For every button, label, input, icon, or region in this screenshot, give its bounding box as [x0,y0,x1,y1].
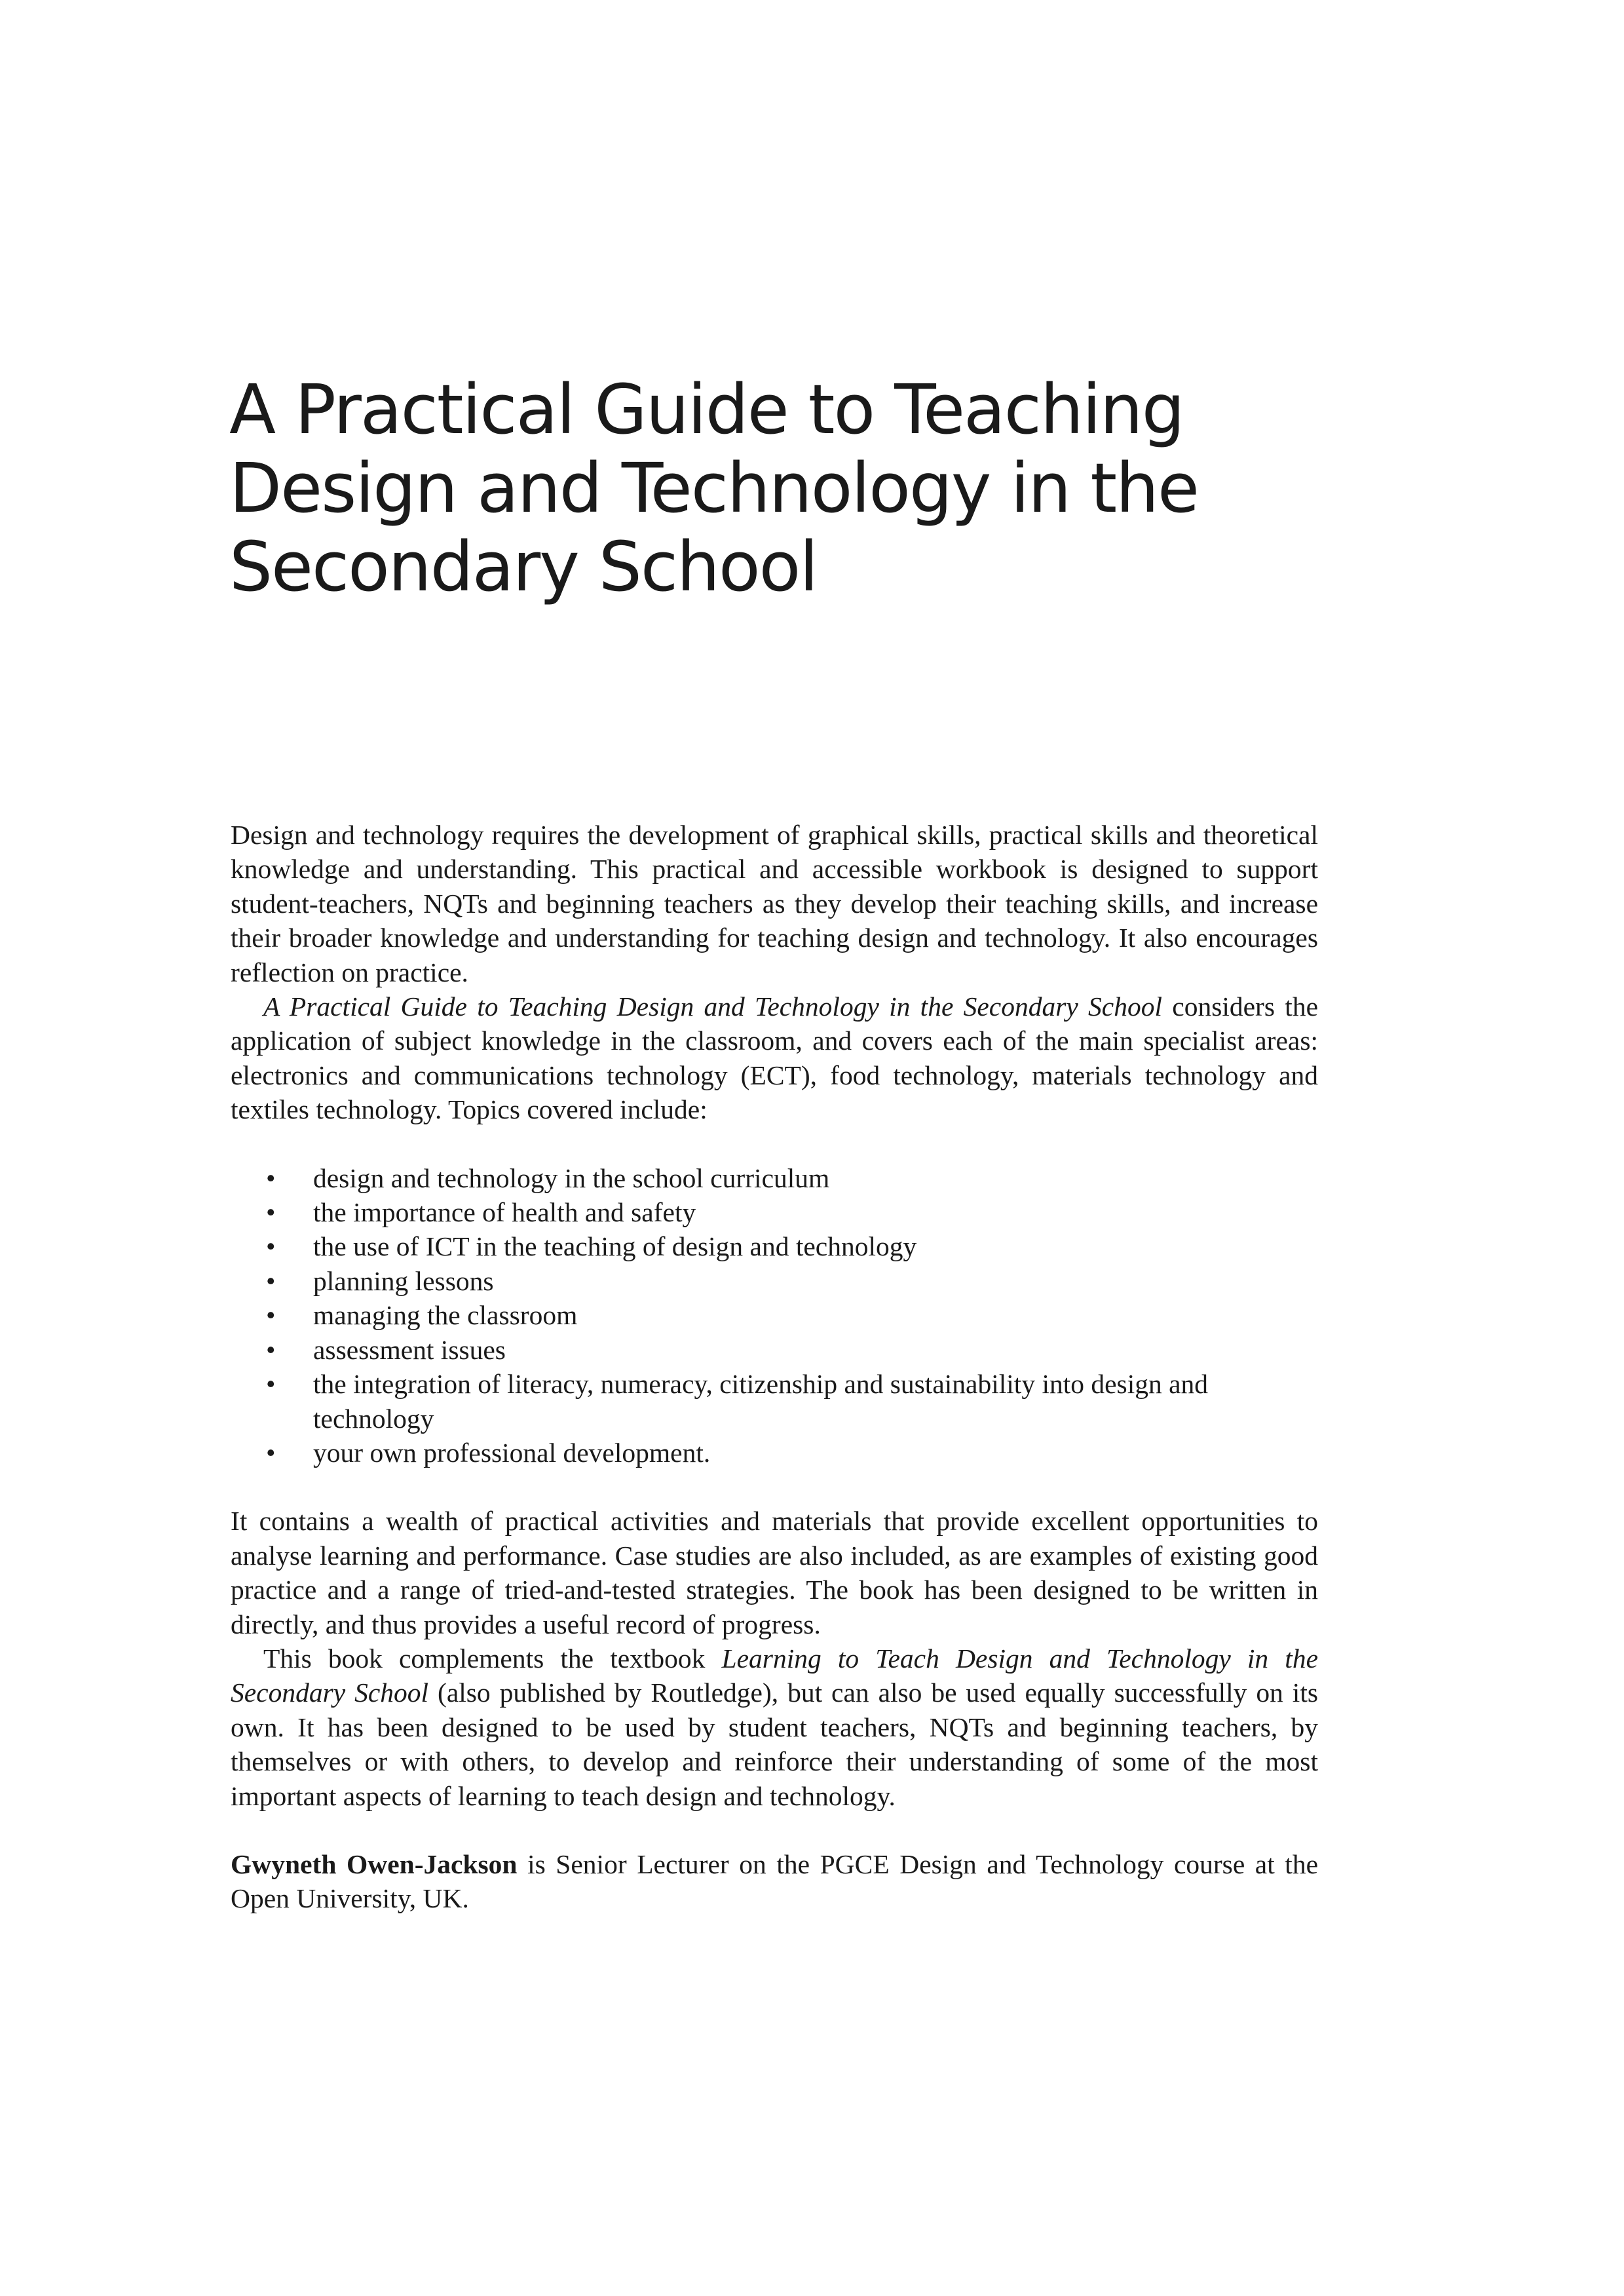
list-item [231,1161,1318,1195]
bullet-icon: • [266,1334,276,1365]
bullet-icon: • [266,1162,276,1193]
list-item-text: the integration of literacy, numeracy, citizenship and sustainability into design and technology [313,1369,1209,1434]
list-item-text: managing the classroom [313,1300,578,1331]
author-bio [231,1847,1318,1916]
book-title [229,370,1343,606]
list-item [231,1333,1318,1367]
bullet-icon: • [266,1437,276,1468]
list-item-text: planning lessons [313,1265,494,1296]
outro-paragraph-2-start: This book complements the textbook [263,1643,722,1674]
spacer [231,1813,1318,1847]
book-title-line-1: A Practical Guide to Teaching [229,370,1184,450]
list-item [231,1436,1318,1470]
intro-paragraph-1: Design and technology requires the development of graphical skills, practical skills and theoretical knowledge and understanding. This practical and accessible workbook is designed to support student-teachers, NQTs and beginning teachers as they develop their teaching skills, and increase their broader knowledge and understanding for teaching design and technology. It also encourages reflection on practice. [231,820,1318,987]
outro-paragraph-2-text: (also published by Routledge), but can also be used equally successfully on its own. It has been designed to be used by student teachers, NQTs and beginning teachers, by themselves or with others, to develop and reinforce their understanding of some of the most important aspects of learning to teach design and technology. [231,1677,1319,1811]
book-description [231,818,1318,1916]
topics-list [231,1161,1318,1470]
list-item-text: assessment issues [313,1334,506,1365]
list-item-text: your own professional development. [313,1437,711,1468]
bullet-icon: • [266,1300,276,1331]
list-item [231,1264,1318,1298]
list-item-text: design and technology in the school curriculum [313,1162,830,1193]
list-item-text: the importance of health and safety [313,1197,696,1228]
intro-paragraph-2-text: considers the application of subject knowledge in the classroom, and covers each of the main specialist areas: electronics and communications technology (ECT), food technology, materials technology and textiles technology. Topics covered include: [231,991,1318,1125]
spacer [231,1127,1318,1161]
author-name: Gwyneth Owen-Jackson [231,1848,518,1879]
list-item [231,1229,1318,1263]
outro-paragraph-2 [231,1641,1318,1813]
bullet-icon: • [266,1231,276,1262]
textbook-title-italic: Learning to Teach Design and Technology in the Secondary School [231,1643,1318,1708]
bullet-icon: • [266,1265,276,1296]
list-item [231,1298,1318,1332]
list-item [231,1367,1318,1436]
spacer [231,1470,1318,1504]
book-title-line-2: Design and Technology in the [229,448,1199,528]
list-item-text: the use of ICT in the teaching of design and technology [313,1231,917,1262]
bullet-icon: • [266,1369,276,1400]
list-item [231,1195,1318,1229]
bullet-icon: • [266,1197,276,1228]
intro-paragraph-2 [231,989,1318,1127]
intro-book-title-italic: A Practical Guide to Teaching Design and Technology in the Secondary School [263,991,1163,1022]
book-title-line-3: Secondary School [229,527,818,607]
outro-paragraph-1: It contains a wealth of practical activities and materials that provide excellent opportunities to analyse learning and performance. Case studies are also included, as are examples of existing good practice and a range of tried-and-tested strategies. The book has been designed to be written in directly, and thus provides a useful record of progress. [231,1506,1318,1639]
author-bio-text: is Senior Lecturer on the PGCE Design and Technology course at the Open University, UK. [231,1848,1319,1914]
